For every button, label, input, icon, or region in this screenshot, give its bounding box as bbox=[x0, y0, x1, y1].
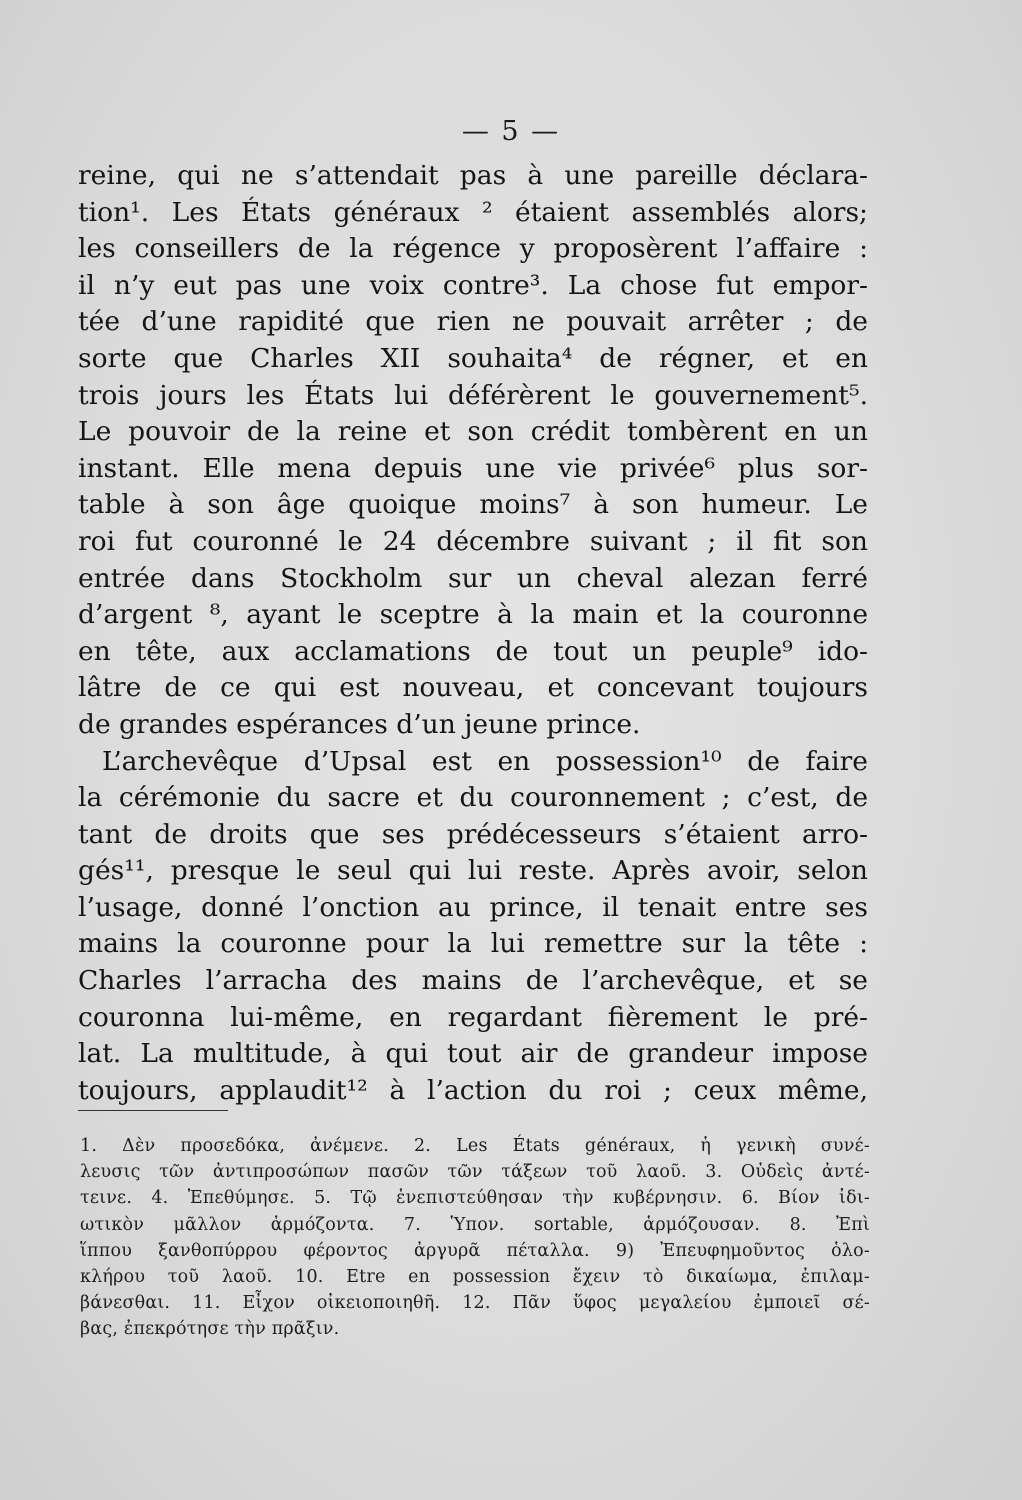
text-line: Le pouvoir de la reine et son crédit tombèrent en un bbox=[78, 416, 868, 448]
text-line: il n’y eut pas une voix contre³. La chose fut empor- bbox=[78, 269, 868, 301]
footnote-line: λευσις τῶν ἀντιπροσώπων πασῶν τῶν τάξεων τοῦ λαοῦ. 3. Οὐδεὶς ἀντέ- bbox=[80, 1162, 870, 1183]
footnote-line: τεινε. 4. Ἐπεθύμησε. 5. Τῷ ἐνεπιστεύθησαν τὴν κυβέρνησιν. 6. Βίον ἰδι- bbox=[80, 1188, 870, 1209]
text-line: table à son âge quoique moins⁷ à son humeur. Le bbox=[78, 489, 868, 521]
footnote-line: ἵππου ξανθοπύρρου φέροντος ἀργυρᾶ πέταλλα. 9) Ἐπευφημοῦντος ὁλο- bbox=[80, 1240, 870, 1261]
text-line: tée d’une rapidité que rien ne pouvait arrêter ; de bbox=[78, 306, 868, 338]
text-line: gés¹¹, presque le seul qui lui reste. Après avoir, selon bbox=[78, 855, 868, 887]
text-line: en tête, aux acclamations de tout un peuple⁹ ido- bbox=[78, 635, 868, 667]
footnotes bbox=[80, 1133, 870, 1343]
text-line: tant de droits que ses prédécesseurs s’étaient arro- bbox=[78, 818, 868, 850]
text-line: instant. Elle mena depuis une vie privée⁶ plus sor- bbox=[78, 452, 868, 484]
text-line: L’archevêque d’Upsal est en possession¹⁰ de faire bbox=[102, 745, 868, 777]
footnote-line: 1. Δὲν προσεδόκα, ἀνέμενε. 2. Les États généraux, ἡ γενικὴ συνέ- bbox=[80, 1136, 870, 1156]
text-line: Charles l’arracha des mains de l’archevêque, et se bbox=[78, 965, 868, 997]
text-line: tion¹. Les États généraux ² étaient assemblés alors; bbox=[78, 196, 868, 228]
text-line: mains la couronne pour la lui remettre sur la tête : bbox=[78, 928, 868, 960]
text-line: sorte que Charles XII souhaita⁴ de régner, et en bbox=[78, 342, 868, 374]
text-line: l’usage, donné l’onction au prince, il tenait entre ses bbox=[78, 891, 868, 923]
text-line: d’argent ⁸, ayant le sceptre à la main et la couronne bbox=[78, 599, 868, 631]
text-line: reine, qui ne s’attendait pas à une pareille déclara- bbox=[78, 160, 868, 191]
text-line: trois jours les États lui déférèrent le gouvernement⁵. bbox=[78, 379, 868, 411]
text-line: entrée dans Stockholm sur un cheval alezan ferré bbox=[78, 562, 868, 594]
text-line: couronna lui-même, en regardant fièrement le pré- bbox=[78, 1001, 868, 1033]
text-line: la cérémonie du sacre et du couronnement ; c’est, de bbox=[78, 782, 868, 814]
text-line: roi fut couronné le 24 décembre suivant ; il fit son bbox=[78, 525, 868, 557]
text-line: toujours, applaudit¹² à l’action du roi ; ceux même, bbox=[78, 1074, 868, 1106]
footnote-line: ωτικὸν μᾶλλον ἁρμόζοντα. 7. Ὑπον. sortable, ἁρμόζουσαν. 8. Ἐπὶ bbox=[80, 1214, 870, 1235]
text-line: les conseillers de la régence y proposèrent l’affaire : bbox=[78, 233, 868, 265]
footnote-divider bbox=[78, 1110, 228, 1111]
main-text bbox=[78, 158, 868, 1109]
text-line: de grandes espérances d’un jeune prince. bbox=[78, 708, 641, 740]
page-number: — 5 — bbox=[461, 116, 561, 147]
footnote-line: βας, ἐπεκρότησε τὴν πρᾶξιν. bbox=[80, 1319, 340, 1340]
footnote-line: κλήρου τοῦ λαοῦ. 10. Etre en possession ἔχειν τὸ δικαίωμα, ἐπιλαμ- bbox=[80, 1267, 870, 1288]
text-line: lat. La multitude, à qui tout air de grandeur impose bbox=[78, 1038, 868, 1070]
text-line: lâtre de ce qui est nouveau, et concevant toujours bbox=[78, 672, 868, 704]
footnote-line: βάνεσθαι. 11. Εἶχον οἰκειοποιηθῆ. 12. Πᾶν ὕφος μεγαλείου ἐμποιεῖ σέ- bbox=[80, 1293, 870, 1314]
